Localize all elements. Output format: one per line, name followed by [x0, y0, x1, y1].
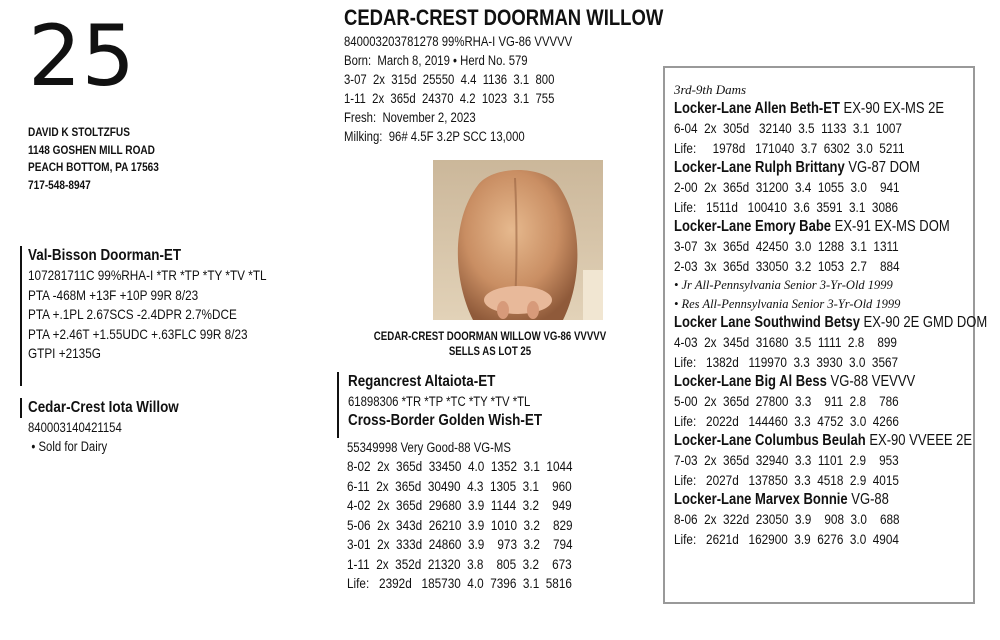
dam-entry	[674, 99, 987, 119]
record-line: Life: 2392d 185730 4.0 7396 3.1 5816	[347, 575, 572, 591]
dam-name: Locker-Lane Allen Beth-ET	[674, 100, 840, 117]
caption-line-1: CEDAR-CREST DOORMAN WILLOW VG-86 VVVVV	[373, 331, 607, 343]
cow-rear-image	[433, 160, 603, 320]
record-line: 8-02 2x 365d 33450 4.0 1352 3.1 1044	[347, 458, 573, 474]
sire-line: GTPI +2135G	[28, 345, 101, 361]
sire-name: Val-Bisson Doorman-ET	[28, 247, 182, 264]
dam-score: VG-87 DOM	[844, 159, 920, 176]
dam-score: VG-88	[847, 491, 889, 508]
dam-name: Locker-Lane Marvex Bonnie	[674, 491, 848, 508]
animal-line: Milking: 96# 4.5F 3.2P SCC 13,000	[344, 129, 525, 144]
dam-name: Locker Lane Southwind Betsy	[674, 314, 860, 331]
dam-record: Life: 2027d 137850 3.3 4518 2.9 4015	[674, 471, 899, 488]
dam-entry	[674, 490, 987, 510]
consignor-address	[28, 124, 159, 194]
dam-record: Life: 1978d 171040 3.7 6302 3.0 5211	[674, 139, 905, 156]
sire-block	[20, 246, 312, 386]
caption-line-2: SELLS AS LOT 25	[448, 346, 532, 358]
record-line: 3-01 2x 333d 24860 3.9 973 3.2 794	[347, 536, 573, 552]
consignor-phone: 717-548-8947	[28, 177, 91, 192]
dam-entry	[674, 431, 987, 451]
dams-heading: 3rd-9th Dams	[674, 82, 747, 97]
dam-record: 2-00 2x 365d 31200 3.4 1055 3.0 941	[674, 179, 900, 195]
dam-name: Locker-Lane Big Al Bess	[674, 373, 827, 390]
animal-line: Born: March 8, 2019 • Herd No. 579	[344, 53, 528, 68]
dam-score: EX-91 EX-MS DOM	[831, 218, 950, 235]
animal-line: 3-07 2x 315d 25550 4.4 1136 3.1 800	[344, 72, 555, 87]
granddam-records	[347, 438, 573, 594]
dams-list	[674, 80, 1000, 549]
record-line: 4-02 2x 365d 29680 3.9 1144 3.2 949	[347, 497, 572, 513]
dam-entry	[674, 372, 987, 392]
dam-record: Life: 2621d 162900 3.9 6276 3.0 4904	[674, 530, 899, 547]
dam-record: Life: 1382d 119970 3.3 3930 3.0 3567	[674, 353, 899, 370]
sire-line: PTA -468M +13F +10P 99R 8/23	[28, 286, 199, 303]
dam-score: EX-90 EX-MS 2E	[839, 100, 945, 117]
record-line: 6-11 2x 365d 30490 4.3 1305 3.1 960	[347, 477, 572, 494]
dam-entry	[674, 158, 987, 178]
dam-entry	[674, 217, 987, 237]
dam-award: • Jr All-Pennsylvania Senior 3-Yr-Old 1999	[674, 278, 893, 292]
maternal-granddam-name: Cross-Border Golden Wish-ET	[348, 412, 543, 429]
dam-entry	[674, 313, 987, 333]
maternal-grandsire-name: Regancrest Altaiota-ET	[348, 373, 496, 390]
animal-line: Fresh: November 2, 2023	[344, 110, 476, 125]
dam-name: Locker-Lane Columbus Beulah	[674, 432, 866, 449]
cow-photo	[433, 160, 603, 320]
animal-line: 1-11 2x 365d 24370 4.2 1023 3.1 755	[344, 91, 555, 106]
dam-name: Cedar-Crest Iota Willow	[28, 399, 179, 416]
sire-line: PTA +2.46T +1.55UDC +.63FLC 99R 8/23	[28, 325, 248, 342]
dam-record: 5-00 2x 365d 27800 3.3 911 2.8 786	[674, 393, 899, 409]
sire-line: 107281711C 99%RHA-I *TR *TP *TY *TV *TL	[28, 267, 267, 283]
dam-name: Locker-Lane Emory Babe	[674, 218, 832, 235]
dam-record: 6-04 2x 305d 32140 3.5 1133 3.1 1007	[674, 120, 902, 136]
photo-caption	[340, 330, 640, 360]
dam-note: • Sold for Dairy	[31, 439, 108, 454]
dam-block	[20, 398, 207, 454]
sire-line: PTA +.1PL 2.67SCS -2.4DPR 2.7%DCE	[28, 306, 237, 322]
dam-record: 3-07 3x 365d 42450 3.0 1288 3.1 1311	[674, 238, 899, 254]
dam-record: 2-03 3x 365d 33050 3.2 1053 2.7 884	[674, 257, 900, 274]
record-line: 5-06 2x 343d 26210 3.9 1010 3.2 829	[347, 516, 573, 533]
dam-award: • Res All-Pennsylvania Senior 3-Yr-Old 1999	[674, 296, 901, 311]
maternal-grandsire-id: 61898306 *TR *TP *TC *TY *TV *TL	[348, 394, 531, 409]
granddam-id: 55349998 Very Good-88 VG-MS	[347, 440, 511, 455]
dam-record: Life: 1511d 100410 3.6 3591 3.1 3086	[674, 198, 899, 215]
dam-record: Life: 2022d 144460 3.3 4752 3.0 4266	[674, 412, 899, 429]
dam-score: VG-88 VEVVV	[826, 373, 916, 390]
animal-name: CEDAR-CREST DOORMAN WILLOW	[344, 5, 664, 30]
dam-name: Locker-Lane Rulph Brittany	[674, 159, 845, 176]
dam-record: 4-03 2x 345d 31680 3.5 1111 2.8 899	[674, 334, 897, 350]
lot-number: 25	[28, 7, 135, 105]
record-line: 1-11 2x 352d 21320 3.8 805 3.2 673	[347, 555, 572, 572]
dam-id: 840003140421154	[28, 420, 122, 435]
consignor-city: PEACH BOTTOM, PA 17563	[28, 160, 159, 174]
dam-score: EX-90 VVEEE 2E	[865, 432, 973, 449]
animal-line: 840003203781278 99%RHA-I VG-86 VVVVV	[344, 34, 573, 49]
dam-score: EX-90 2E GMD DOM	[859, 314, 988, 331]
dam-record: 8-06 2x 322d 23050 3.9 908 3.0 688	[674, 511, 900, 527]
pedigree-block	[337, 372, 579, 438]
consignor-street: 1148 GOSHEN MILL ROAD	[28, 142, 155, 157]
animal-info	[344, 32, 572, 146]
consignor-name: DAVID K STOLTZFUS	[28, 125, 130, 139]
dam-record: 7-03 2x 365d 32940 3.3 1101 2.9 953	[674, 452, 899, 468]
